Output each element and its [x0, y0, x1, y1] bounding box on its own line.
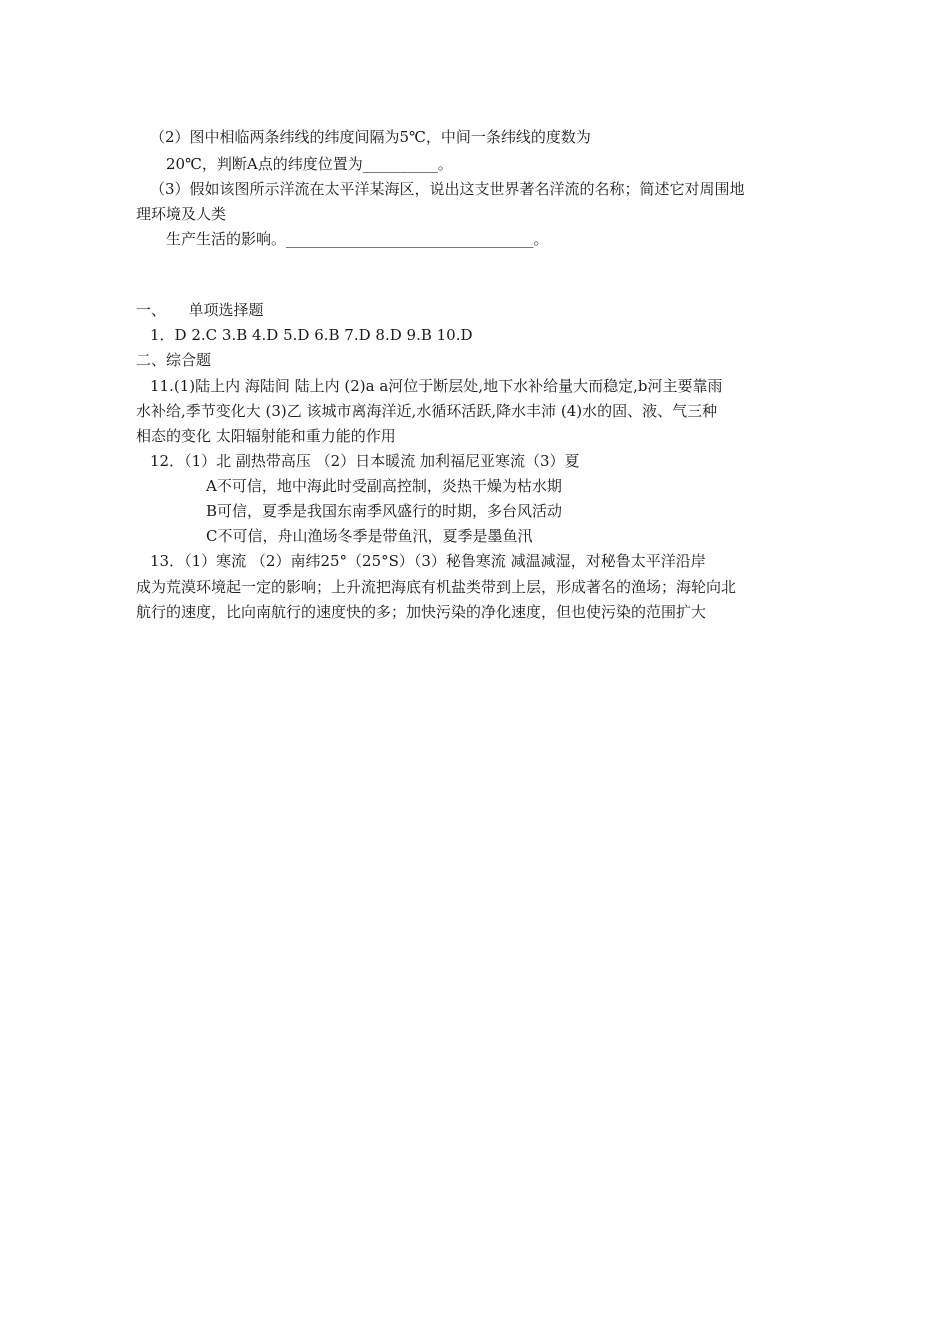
question-2-line-1: （2）图中相临两条纬线的纬度间隔为5℃，中间一条纬线的度数为	[150, 128, 591, 146]
answer-12-line-4: C不可信，舟山渔场冬季是带鱼汛，夏季是墨鱼汛	[206, 527, 533, 545]
question-3-line-2: 理环境及人类	[136, 205, 227, 223]
answer-13-line-3: 航行的速度，比向南航行的速度快的多；加快污染的净化速度，但也使污染的范围扩大	[136, 603, 707, 621]
question-3-line-3: 生产生活的影响。_________________________________。	[166, 230, 549, 248]
answer-11-line-1: 11.(1)陆上内 海陆间 陆上内 (2)a a河位于断层处,地下水补给量大而稳定,b河主要靠雨	[150, 377, 723, 395]
section-2-heading: 二、综合题	[136, 351, 212, 369]
answer-13-line-2: 成为荒漠环境起一定的影响；上升流把海底有机盐类带到上层，形成著名的渔场；海轮向北	[136, 578, 737, 596]
question-2-line-2: 20℃，判断A点的纬度位置为__________。	[166, 155, 453, 173]
question-3-line-1: （3）假如该图所示洋流在太平洋某海区，说出这支世界著名洋流的名称；简述它对周围地	[150, 180, 745, 198]
answer-12-line-2: A不可信，地中海此时受副高控制，炎热干燥为枯水期	[206, 477, 562, 495]
section-1-heading: 一、 单项选择题	[136, 301, 264, 319]
answer-12-line-1: 12．（1）北 副热带高压 （2）日本暖流 加利福尼亚寒流（3）夏	[150, 452, 580, 470]
answer-13-line-1: 13．（1）寒流 （2）南纬25°（25°S）（3）秘鲁寒流 减温减湿，对秘鲁太平洋沿岸	[150, 552, 706, 570]
section-1-answers: 1．D 2.C 3.B 4.D 5.D 6.B 7.D 8.D 9.B 10.D	[150, 326, 473, 344]
answer-11-line-3: 相态的变化 太阳辐射能和重力能的作用	[136, 427, 396, 445]
answer-11-line-2: 水补给,季节变化大 (3)乙 该城市离海洋近,水循环活跃,降水丰沛 (4)水的固、液、气三种	[136, 402, 718, 420]
answer-12-line-3: B可信，夏季是我国东南季风盛行的时期，多台风活动	[206, 502, 563, 520]
